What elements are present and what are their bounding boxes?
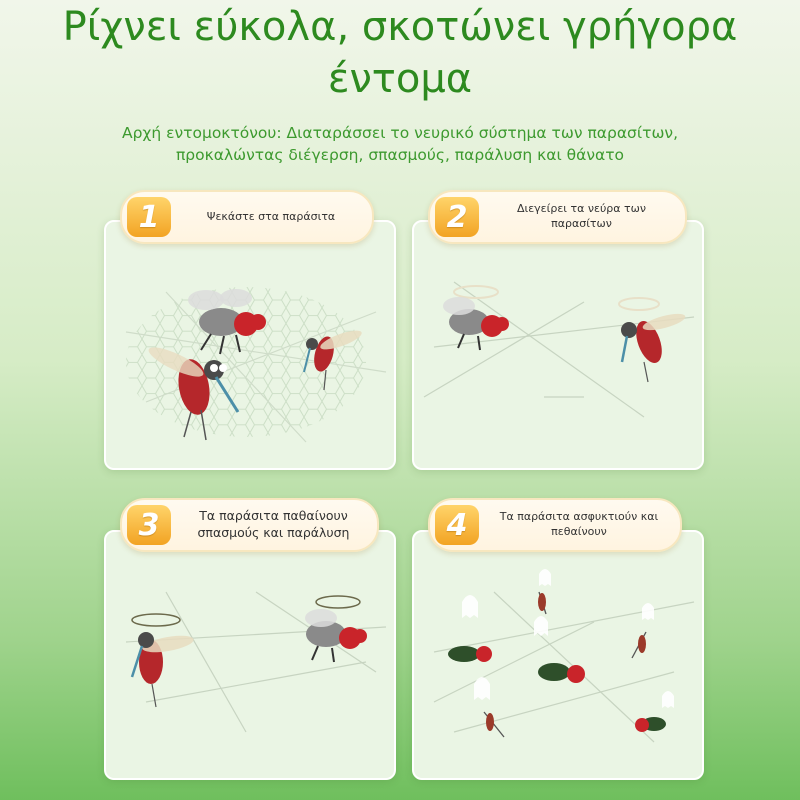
subtitle-line-2: προκαλώντας διέγερση, σπασμούς, παράλυση και θάνατο: [175, 146, 625, 165]
step-3-panel: [104, 530, 396, 780]
step-1-label: Ψεκάστε στα παράσιτα: [206, 209, 336, 223]
mosquito-body: [486, 593, 646, 731]
step-2-badge: [428, 190, 687, 244]
mosquito-icon: [132, 632, 195, 707]
sprayed-insects-illustration: [106, 222, 394, 468]
step-number-2: 2: [435, 197, 479, 237]
subtitle: [0, 122, 800, 167]
step-3-label: Τα παράσιτα παθαίνουν σπασμούς και παράλυση: [197, 508, 350, 540]
mosquito-icon: [621, 311, 687, 382]
dead-insects-illustration: [414, 532, 702, 778]
step-number-1: 1: [127, 197, 171, 237]
step-4-panel: [412, 530, 704, 780]
subtitle-line-1: Αρχή εντομοκτόνου: Διαταράσσει το νευρικό σύστημα των παρασίτων,: [121, 124, 679, 142]
paralyzed-insects-illustration: [106, 532, 394, 778]
page-title-line-2: έντομα: [327, 56, 473, 102]
step-2-label: Διεγείρει τα νεύρα των παρασίτων: [516, 202, 647, 230]
step-number-3: 3: [127, 505, 171, 545]
fly-icon: [305, 609, 367, 662]
dizzy-insects-illustration: [414, 222, 702, 468]
step-4-badge: [428, 498, 682, 552]
step-number-4: 4: [435, 505, 479, 545]
page-title-line-1: Ρίχνει εύκολα, σκοτώνει γρήγορα: [62, 4, 738, 50]
step-4-label: Τα παράσιτα ασφυκτιούν και πεθαίνουν: [499, 510, 659, 538]
step-1-panel: [104, 220, 396, 470]
step-2-panel: [412, 220, 704, 470]
step-1-badge: [120, 190, 374, 244]
step-3-badge: [120, 498, 379, 552]
